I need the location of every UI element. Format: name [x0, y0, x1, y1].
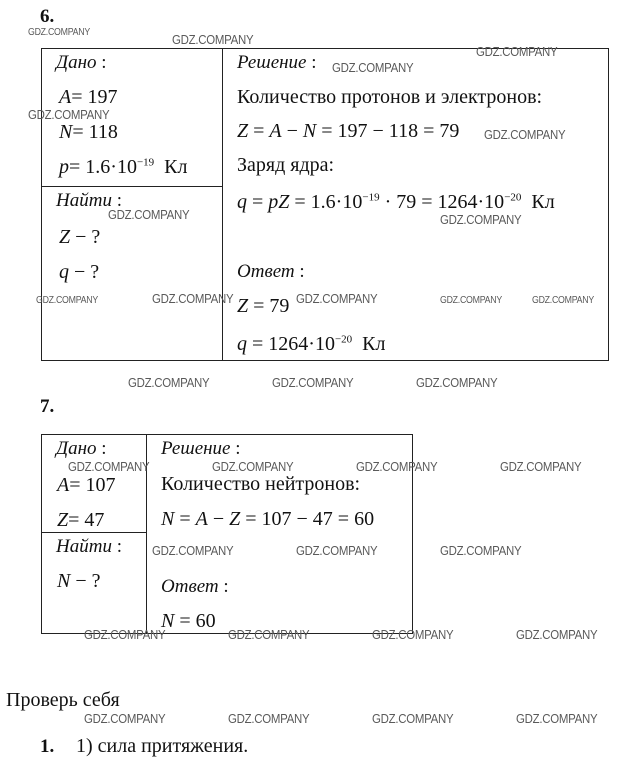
problem-6-divider	[222, 48, 223, 361]
watermark: GDZ.COMPANY	[152, 543, 234, 558]
watermark: GDZ.COMPANY	[28, 107, 110, 122]
find-label: Найти :	[56, 190, 122, 211]
given-label: Дано :	[56, 438, 107, 459]
check-yourself-title: Проверь себя	[6, 689, 120, 711]
watermark: GDZ.COMPANY	[532, 295, 594, 306]
find-N: N − ?	[57, 570, 101, 592]
equation-N: N = A − Z = 107 − 47 = 60	[161, 508, 375, 530]
watermark: GDZ.COMPANY	[372, 711, 454, 726]
find-label: Найти :	[56, 536, 122, 557]
watermark: GDZ.COMPANY	[84, 711, 166, 726]
given-Z: Z= 47	[57, 509, 105, 531]
watermark: GDZ.COMPANY	[152, 291, 234, 306]
watermark: GDZ.COMPANY	[128, 375, 210, 390]
solution-label: Решение :	[161, 438, 241, 459]
solution-heading-neutrons: Количество нейтронов:	[161, 473, 361, 495]
watermark: GDZ.COMPANY	[500, 459, 582, 474]
watermark: GDZ.COMPANY	[212, 459, 294, 474]
check-item-number: 1.	[40, 736, 55, 757]
watermark: GDZ.COMPANY	[372, 627, 454, 642]
watermark: GDZ.COMPANY	[108, 207, 190, 222]
watermark: GDZ.COMPANY	[296, 543, 378, 558]
watermark: GDZ.COMPANY	[228, 627, 310, 642]
watermark: GDZ.COMPANY	[484, 127, 566, 142]
watermark: GDZ.COMPANY	[36, 295, 98, 306]
watermark: GDZ.COMPANY	[28, 27, 90, 38]
find-Z: Z − ?	[59, 226, 101, 248]
watermark: GDZ.COMPANY	[440, 543, 522, 558]
problem-7-number: 7.	[40, 396, 55, 417]
problem-6-given-divider	[41, 186, 223, 187]
watermark: GDZ.COMPANY	[228, 711, 310, 726]
answer-N: N = 60	[161, 610, 216, 632]
given-label: Дано :	[56, 52, 107, 73]
watermark: GDZ.COMPANY	[516, 627, 598, 642]
problem-7-given-divider	[41, 532, 147, 533]
given-p: $p= 1.6\cdot 10^{-19}$ Кл	[59, 156, 188, 178]
solution-label: Решение :	[237, 52, 317, 73]
watermark: GDZ.COMPANY	[416, 375, 498, 390]
answer-label: Ответ :	[161, 576, 229, 597]
watermark: GDZ.COMPANY	[68, 459, 150, 474]
watermark: GDZ.COMPANY	[476, 44, 558, 59]
watermark: GDZ.COMPANY	[356, 459, 438, 474]
check-item-text: 1) сила притяжения.	[76, 735, 249, 757]
watermark: GDZ.COMPANY	[172, 32, 254, 47]
given-A: A= 197	[59, 86, 118, 108]
watermark: GDZ.COMPANY	[272, 375, 354, 390]
watermark: GDZ.COMPANY	[296, 291, 378, 306]
watermark: GDZ.COMPANY	[440, 295, 502, 306]
watermark: GDZ.COMPANY	[440, 212, 522, 227]
answer-Z: Z = 79	[237, 295, 290, 317]
solution-heading-charge: Заряд ядра:	[237, 154, 335, 176]
equation-q: q = pZ = $1.6\cdot 10^{-19} \cdot 79 = 1264\cdot 10^{-20}$ Кл	[237, 191, 555, 213]
answer-q: $q = 1264\cdot 10^{-20}$ Кл	[237, 333, 386, 355]
answer-label: Ответ :	[237, 261, 305, 282]
equation-Z: Z = A − N = 197 − 118 = 79	[237, 120, 460, 142]
find-q: q − ?	[59, 261, 100, 283]
problem-6-number: 6.	[40, 6, 55, 27]
watermark: GDZ.COMPANY	[84, 627, 166, 642]
given-A: A= 107	[57, 474, 116, 496]
solution-heading-protons: Количество протонов и электронов:	[237, 86, 543, 108]
given-N: N= 118	[59, 121, 118, 143]
watermark: GDZ.COMPANY	[516, 711, 598, 726]
watermark: GDZ.COMPANY	[332, 60, 414, 75]
